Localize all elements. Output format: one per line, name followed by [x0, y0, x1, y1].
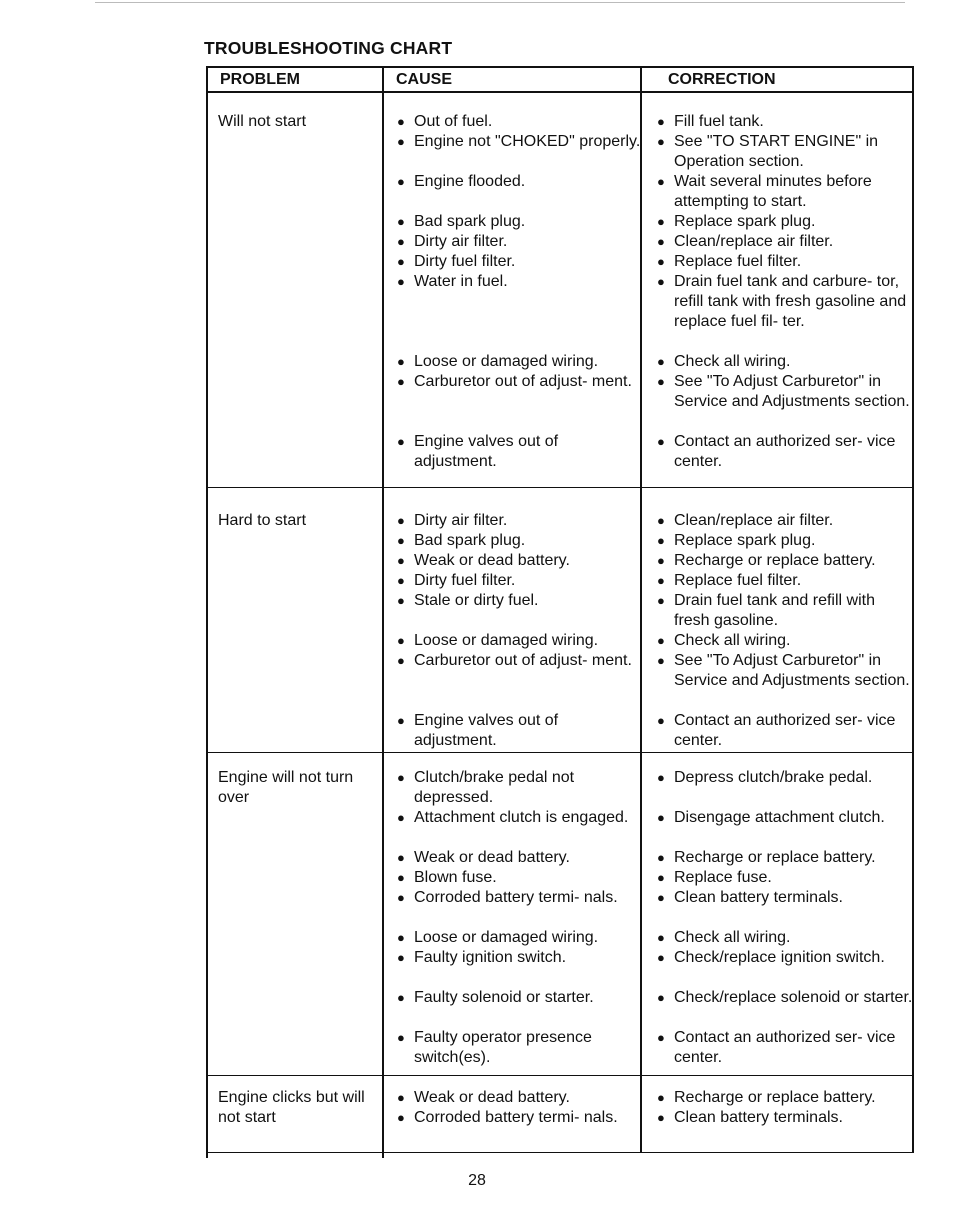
list-item: ● Engine valves out of adjustment.: [397, 433, 559, 470]
page-title: TROUBLESHOOTING CHART: [204, 38, 453, 58]
table-header: [206, 66, 914, 93]
list-item: ● Loose or damaged wiring.: [397, 632, 599, 649]
bullet-icon: ●: [657, 254, 665, 269]
table-bottom-border: [206, 1152, 914, 1153]
list-item: ● Contact an authorized ser- vice center.: [657, 1029, 896, 1066]
problem-cell: Will not start: [218, 113, 307, 130]
list-item: ● Faulty operator presence switch(es).: [397, 1029, 592, 1066]
bullet-icon: ●: [397, 713, 405, 728]
bullet-icon: ●: [657, 134, 665, 149]
list-item: ● Faulty ignition switch.: [397, 949, 567, 966]
bullet-icon: ●: [397, 374, 405, 389]
bullet-icon: ●: [397, 234, 405, 249]
bullet-icon: ●: [657, 214, 665, 229]
bullet-icon: ●: [657, 930, 665, 945]
list-item: ● Wait several minutes before attempting to start.: [657, 173, 872, 210]
list-item: ● Bad spark plug.: [397, 213, 526, 230]
header-correction: CORRECTION: [668, 71, 776, 88]
bullet-icon: ●: [657, 950, 665, 965]
list-item: ● Drain fuel tank and refill with fresh gasoline.: [657, 592, 875, 629]
problem-cell: Engine will not turn over: [218, 769, 354, 806]
list-item: ● Engine flooded.: [397, 173, 526, 190]
bullet-icon: ●: [397, 930, 405, 945]
list-item: ● Clean/replace air filter.: [657, 512, 834, 529]
row-separator: [206, 487, 914, 488]
bullet-icon: ●: [397, 990, 405, 1005]
list-item: ● Depress clutch/brake pedal.: [657, 769, 873, 786]
list-item: ● Drain fuel tank and carbure- tor, refill tank with fresh gasoline and replace fuel fil- ter.: [657, 273, 907, 330]
bullet-icon: ●: [657, 573, 665, 588]
bullet-icon: ●: [657, 114, 665, 129]
bullet-icon: ●: [657, 633, 665, 648]
bullet-icon: ●: [657, 1110, 665, 1125]
bullet-icon: ●: [657, 513, 665, 528]
list-item: ● Loose or damaged wiring.: [397, 929, 599, 946]
list-item: ● Weak or dead battery.: [397, 1089, 570, 1106]
bullet-icon: ●: [397, 950, 405, 965]
bullet-icon: ●: [657, 434, 665, 449]
list-item: ● Recharge or replace battery.: [657, 552, 876, 569]
problem-cell: Hard to start: [218, 512, 307, 529]
bullet-icon: ●: [657, 374, 665, 389]
list-item: ● Corroded battery termi- nals.: [397, 889, 618, 906]
bullet-icon: ●: [397, 174, 405, 189]
list-item: ● Check all wiring.: [657, 632, 791, 649]
top-rule: [95, 2, 905, 3]
list-item: ● Engine valves out of adjustment.: [397, 712, 559, 749]
bullet-icon: ●: [397, 434, 405, 449]
bullet-icon: ●: [397, 850, 405, 865]
bullet-icon: ●: [397, 770, 405, 785]
row-separator: [206, 752, 914, 753]
list-item: ● Recharge or replace battery.: [657, 849, 876, 866]
list-item: ● Contact an authorized ser- vice center.: [657, 712, 896, 749]
list-item: ● Faulty solenoid or starter.: [397, 989, 594, 1006]
bullet-icon: ●: [397, 1110, 405, 1125]
header-problem: PROBLEM: [220, 71, 300, 88]
list-item: ● Replace fuse.: [657, 869, 772, 886]
list-item: ● Clean/replace air filter.: [657, 233, 834, 250]
list-item: ● Check/replace solenoid or starter.: [657, 989, 913, 1006]
bullet-icon: ●: [657, 713, 665, 728]
list-item: ● Check all wiring.: [657, 353, 791, 370]
list-item: ● See "TO START ENGINE" in Operation section.: [657, 133, 879, 170]
bullet-icon: ●: [397, 870, 405, 885]
bullet-icon: ●: [397, 653, 405, 668]
list-item: ● Water in fuel.: [397, 273, 508, 290]
list-item: ● Stale or dirty fuel.: [397, 592, 539, 609]
list-item: ● Blown fuse.: [397, 869, 497, 886]
bullet-icon: ●: [397, 134, 405, 149]
header-cause: CAUSE: [396, 71, 453, 88]
list-item: ● Weak or dead battery.: [397, 849, 570, 866]
bullet-icon: ●: [657, 850, 665, 865]
problem-cell: Engine clicks but will not start: [218, 1089, 365, 1126]
bullet-icon: ●: [397, 274, 405, 289]
bullet-icon: ●: [397, 114, 405, 129]
bullet-icon: ●: [397, 890, 405, 905]
bullet-icon: ●: [397, 593, 405, 608]
bullet-icon: ●: [397, 573, 405, 588]
list-item: ● Disengage attachment clutch.: [657, 809, 885, 826]
bullet-icon: ●: [397, 513, 405, 528]
list-item: ● Clutch/brake pedal not depressed.: [397, 769, 575, 806]
bullet-icon: ●: [657, 354, 665, 369]
list-item: ● Recharge or replace battery.: [657, 1089, 876, 1106]
bullet-icon: ●: [657, 533, 665, 548]
bullet-icon: ●: [657, 1030, 665, 1045]
page-number: 28: [468, 1172, 486, 1189]
list-item: ● Corroded battery termi- nals.: [397, 1109, 618, 1126]
bullet-icon: ●: [397, 254, 405, 269]
list-item: ● Check all wiring.: [657, 929, 791, 946]
list-item: ● Engine not "CHOKED" properly.: [397, 133, 641, 150]
bullet-icon: ●: [397, 1030, 405, 1045]
troubleshooting-table: [206, 66, 914, 1158]
bullet-icon: ●: [657, 1090, 665, 1105]
list-item: ● Clean battery terminals.: [657, 1109, 843, 1126]
bullet-icon: ●: [657, 990, 665, 1005]
bullet-icon: ●: [657, 274, 665, 289]
bullet-icon: ●: [397, 214, 405, 229]
list-item: ● Attachment clutch is engaged.: [397, 809, 629, 826]
list-item: ● Contact an authorized ser- vice center.: [657, 433, 896, 470]
bullet-icon: ●: [657, 770, 665, 785]
list-item: ● Dirty air filter.: [397, 233, 508, 250]
list-item: ● Replace spark plug.: [657, 213, 816, 230]
bullet-icon: ●: [657, 870, 665, 885]
list-item: ● Weak or dead battery.: [397, 552, 570, 569]
list-item: ● Fill fuel tank.: [657, 113, 764, 130]
bullet-icon: ●: [397, 1090, 405, 1105]
table-left-border: [206, 66, 208, 1158]
list-item: ● See "To Adjust Carburetor" in Service and Adjustments section.: [657, 652, 910, 689]
bullet-icon: ●: [657, 810, 665, 825]
list-item: ● See "To Adjust Carburetor" in Service and Adjustments section.: [657, 373, 910, 410]
divider-problem-cause: [382, 66, 384, 1158]
bullet-icon: ●: [397, 553, 405, 568]
bullet-icon: ●: [657, 174, 665, 189]
bullet-icon: ●: [657, 890, 665, 905]
list-item: ● Clean battery terminals.: [657, 889, 843, 906]
list-item: ● Check/replace ignition switch.: [657, 949, 885, 966]
bullet-icon: ●: [657, 653, 665, 668]
bullet-icon: ●: [397, 633, 405, 648]
list-item: ● Loose or damaged wiring.: [397, 353, 599, 370]
list-item: ● Carburetor out of adjust- ment.: [397, 373, 632, 390]
bullet-icon: ●: [397, 533, 405, 548]
list-item: ● Dirty fuel filter.: [397, 253, 516, 270]
list-item: ● Replace fuel filter.: [657, 253, 802, 270]
bullet-icon: ●: [657, 553, 665, 568]
bullet-icon: ●: [657, 234, 665, 249]
bullet-icon: ●: [657, 593, 665, 608]
list-item: ● Dirty air filter.: [397, 512, 508, 529]
list-item: ● Bad spark plug.: [397, 532, 526, 549]
list-item: ● Replace fuel filter.: [657, 572, 802, 589]
bullet-icon: ●: [397, 810, 405, 825]
list-item: ● Dirty fuel filter.: [397, 572, 516, 589]
row-separator: [206, 1075, 914, 1076]
list-item: ● Replace spark plug.: [657, 532, 816, 549]
list-item: ● Carburetor out of adjust- ment.: [397, 652, 632, 669]
bullet-icon: ●: [397, 354, 405, 369]
list-item: ● Out of fuel.: [397, 113, 493, 130]
